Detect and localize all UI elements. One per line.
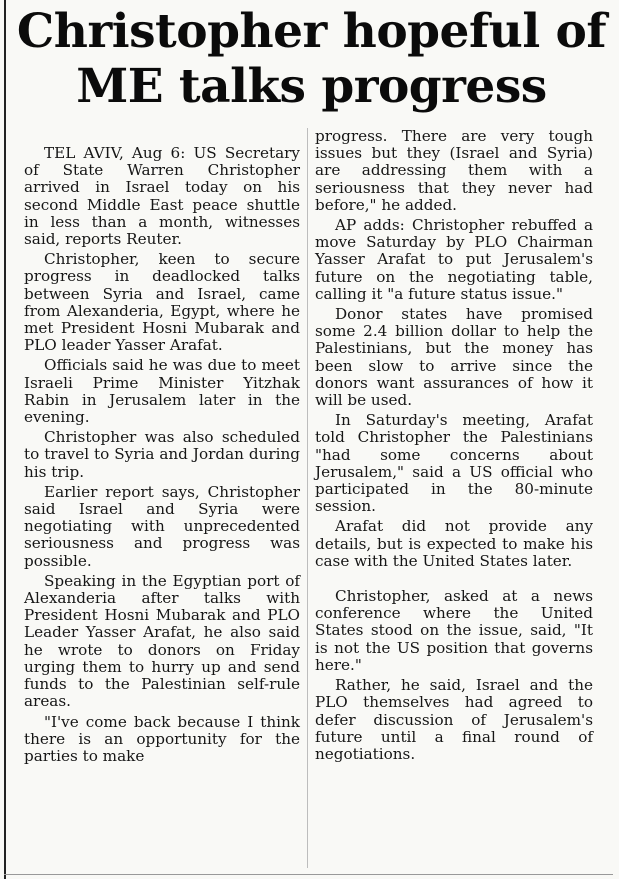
paragraph: TEL AVIV, Aug 6: US Secretary of State Warren Christopher arrived in Israel today on his second Middle East peace shuttle in less than a month, witnesses said, reports Reuter. [24, 144, 300, 249]
paragraph: "I've come back because I think there is an opportunity for the parties to make [24, 712, 300, 765]
paragraph-continuation: progress. There are very tough issues but they (Israel and Syria) are addressing them with a seriousness that they never had before," he added. [315, 127, 593, 214]
headline [10, 4, 613, 114]
paragraph: Rather, he said, Israel and the PLO themselves had agreed to defer discussion of Jerusalem's future until a final round of negotiations. [315, 676, 593, 763]
paragraph: Christopher, asked at a news conference where the United States stood on the issue, said, "It is not the US position that governs here." [315, 587, 593, 674]
paragraph: Speaking in the Egyptian port of Alexanderia after talks with President Hosni Mubarak and PLO Leader Yasser Arafat, he also said he wrote to donors on Friday urging them to hurry up and send funds to the Palestinian self-rule areas. [24, 571, 300, 711]
column-divider [307, 128, 308, 868]
article-column-left [24, 145, 300, 768]
paragraph: Arafat did not provide any details, but is expected to make his case with the United States later. [315, 517, 593, 570]
paragraph: Earlier report says, Christopher said Israel and Syria were negotiating with unprecedented seriousness and progress was possible. [24, 482, 300, 570]
clipping-bottom-edge [4, 874, 613, 875]
paragraph: Donor states have promised some 2.4 billion dollar to help the Palestinians, but the money has been slow to arrive since the donors want assurances of how it will be used. [315, 305, 593, 410]
paragraph: Christopher was also scheduled to travel to Syria and Jordan during his trip. [24, 428, 300, 481]
paragraph: Christopher, keen to secure progress in deadlocked talks between Syria and Israel, came from Alexanderia, Egypt, where he met President Hosni Mubarak and PLO leader Yasser Arafat. [24, 250, 300, 355]
paragraph: In Saturday's meeting, Arafat told Christopher the Palestinians "had some concerns about Jerusalem," said a US official who participated in the 80-minute session. [315, 411, 593, 516]
headline-line-2: ME talks progress [76, 59, 547, 114]
paragraph: Officials said he was due to meet Israeli Prime Minister Yitzhak Rabin in Jerusalem later in the evening. [24, 356, 300, 427]
article-column-right [315, 128, 593, 766]
headline-line-1: Christopher hopeful of [16, 4, 607, 59]
clipping-left-border [4, 0, 6, 879]
paragraph: AP adds: Christopher rebuffed a move Saturday by PLO Chairman Yasser Arafat to put Jerusalem's future on the negotiating table, calling it "a future status issue." [315, 216, 593, 303]
